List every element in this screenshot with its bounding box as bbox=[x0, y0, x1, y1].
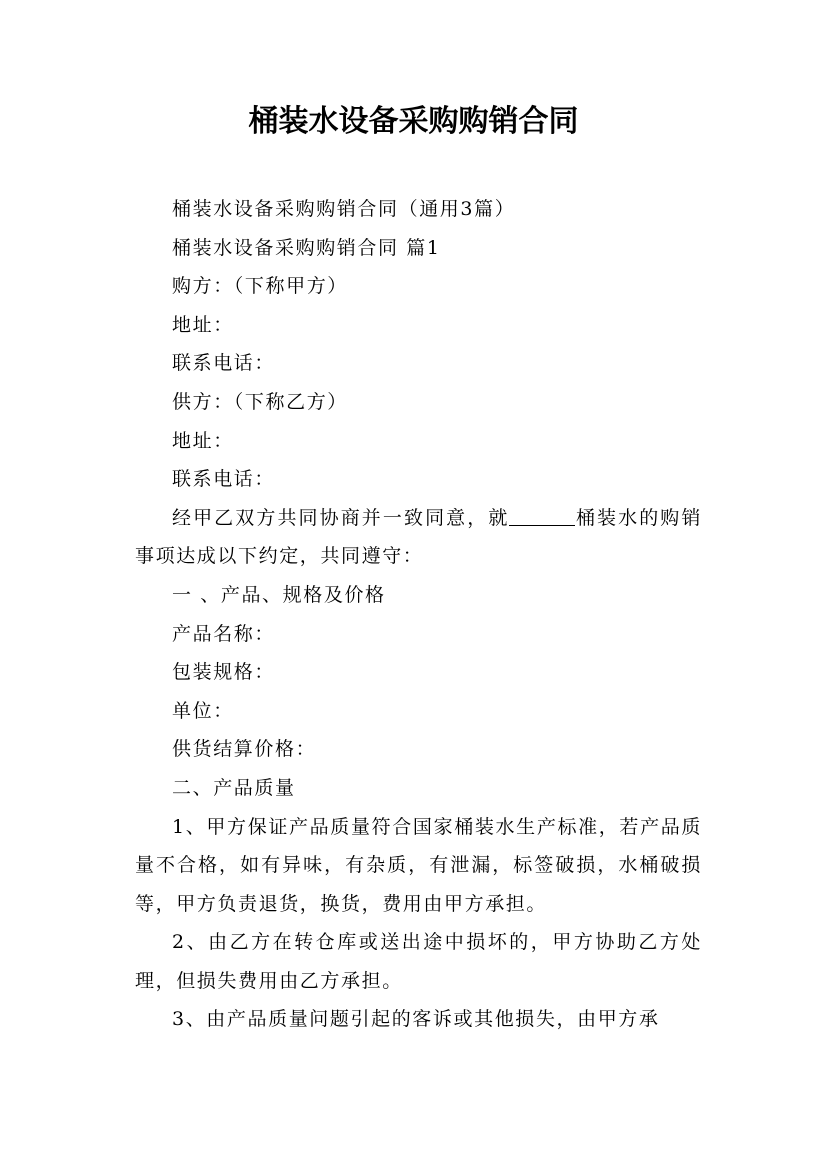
section-heading-quality: 二、产品质量 bbox=[172, 776, 296, 799]
agreement-text-before: 经甲乙双方共同协商并一致同意，就 bbox=[172, 506, 510, 529]
clause-1: 1、甲方保证产品质量符合国家桶装水生产标准，若产品质量不合格，如有异味，有杂质，有泄漏，标签破损，水桶破损等，甲方负责退货，换货，费用由甲方承担。 bbox=[135, 815, 702, 915]
section-heading-products: 一 、产品、规格及价格 bbox=[172, 583, 386, 606]
blank-line bbox=[509, 507, 575, 526]
paragraph-unit: 单位： bbox=[172, 699, 234, 722]
paragraph-subtitle: 桶装水设备采购购销合同（通用3篇） bbox=[172, 198, 516, 220]
paragraph-package-spec: 包装规格： bbox=[172, 661, 276, 684]
paragraph-supplier: 供方：（下称乙方） bbox=[172, 390, 348, 413]
paragraph-buyer: 购方：（下称甲方） bbox=[172, 275, 348, 298]
clause-3: 3、由产品质量问题引起的客诉或其他损失，由甲方承 bbox=[172, 1008, 660, 1031]
paragraph-buyer-phone: 联系电话： bbox=[172, 352, 276, 375]
document-body bbox=[135, 190, 702, 1039]
paragraph-chapter-heading: 桶装水设备采购购销合同 篇1 bbox=[172, 236, 441, 259]
paragraph-buyer-address: 地址： bbox=[172, 313, 234, 336]
paragraph-settlement-price: 供货结算价格： bbox=[172, 738, 317, 761]
paragraph-supplier-phone: 联系电话： bbox=[172, 468, 276, 491]
paragraph-product-name: 产品名称： bbox=[172, 622, 276, 645]
clause-2: 2、由乙方在转仓库或送出途中损坏的，甲方协助乙方处理，但损失费用由乙方承担。 bbox=[135, 931, 702, 992]
paragraph-agreement bbox=[135, 499, 702, 576]
document-title: 桶装水设备采购购销合同 bbox=[248, 104, 579, 139]
agreement-text-after: 桶装水的购销事项达成以下约定，共同遵守： bbox=[135, 506, 702, 568]
paragraph-supplier-address: 地址： bbox=[172, 429, 234, 452]
